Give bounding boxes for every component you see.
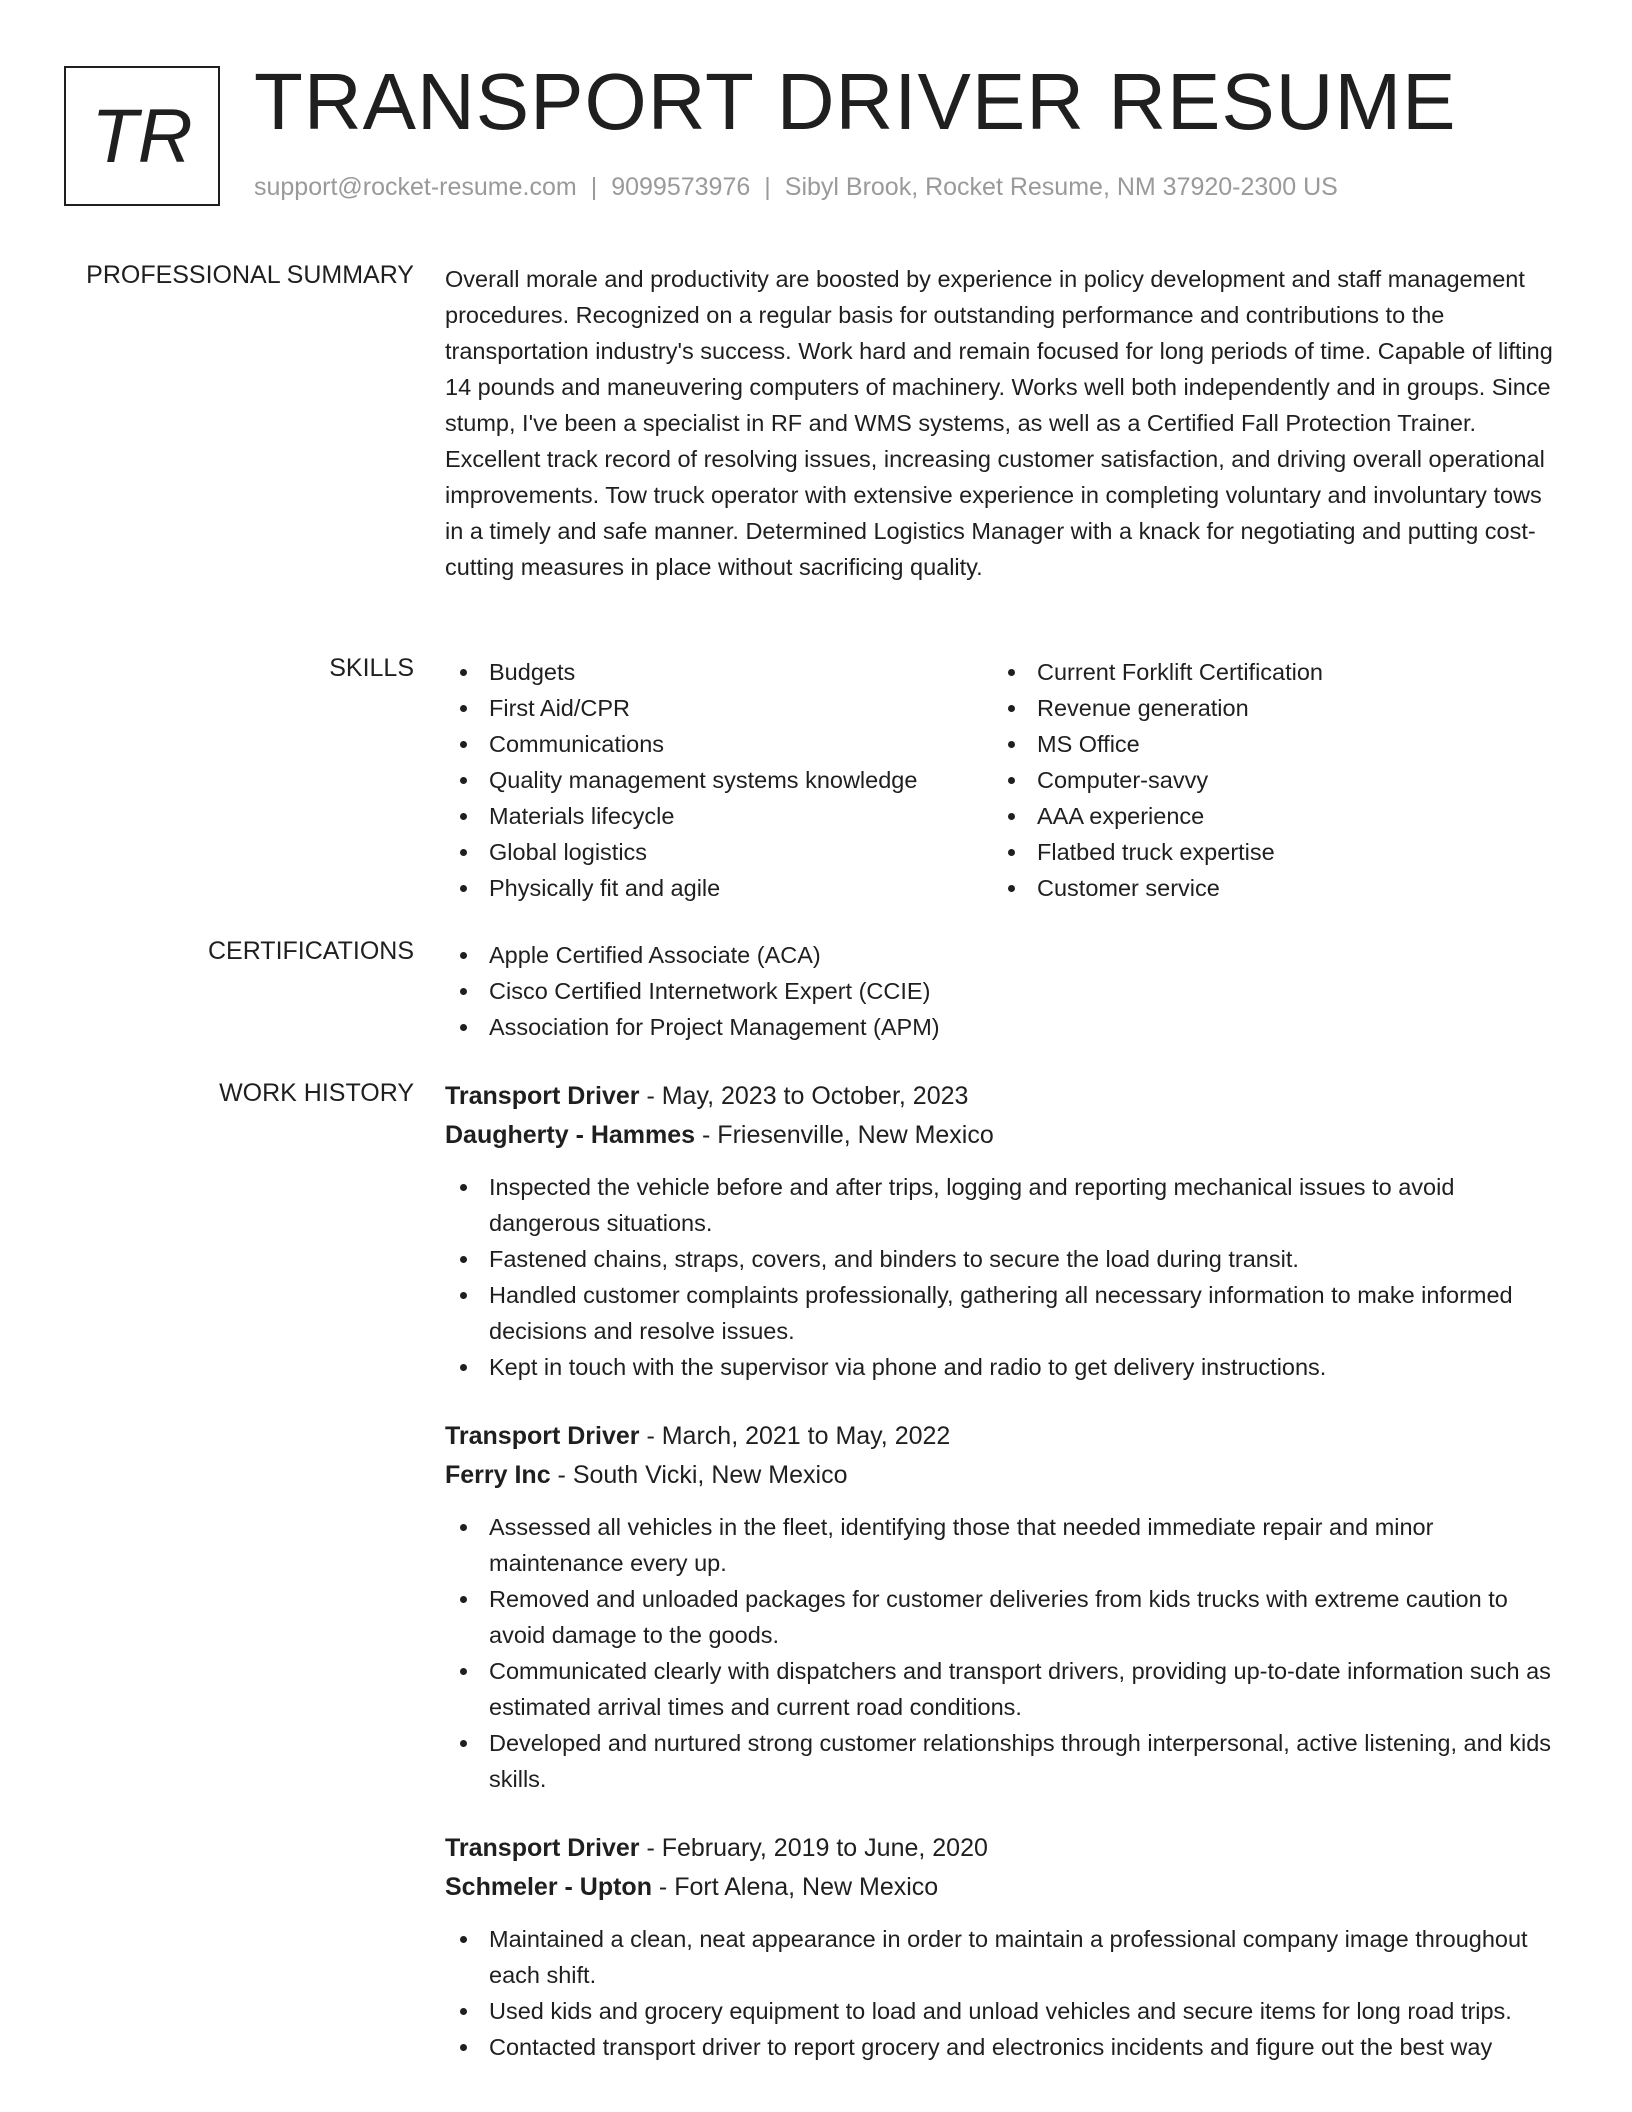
job-bullet: Maintained a clean, neat appearance in order to maintain a professional company image throughout each shift. <box>445 1921 1560 1993</box>
job-location: - Fort Alena, New Mexico <box>651 1873 939 1901</box>
skill-item: Budgets <box>445 654 993 690</box>
work-history-list <box>445 1077 1560 2097</box>
resume-title: TRANSPORT DRIVER RESUME <box>254 57 1457 146</box>
certification-item: Apple Certified Associate (ACA) <box>445 937 1560 973</box>
job-bullet: Inspected the vehicle before and after trips, logging and reporting mechanical issues to avoid dangerous situations. <box>445 1169 1560 1241</box>
skill-item: Global logistics <box>445 834 993 870</box>
job-company-line <box>445 1116 1560 1155</box>
job-bullet: Communicated clearly with dispatchers and transport drivers, providing up-to-date information such as estimated arrival times and current road conditions. <box>445 1653 1560 1725</box>
job-company: Schmeler - Upton <box>445 1873 652 1901</box>
job-entry <box>445 1077 1560 1385</box>
job-title-line <box>445 1417 1560 1456</box>
job-title-line <box>445 1077 1560 1116</box>
section-label-summary: PROFESSIONAL SUMMARY <box>86 261 414 289</box>
section-label-work-history: WORK HISTORY <box>219 1079 414 1107</box>
job-company: Daugherty - Hammes <box>445 1121 696 1149</box>
skill-item: Current Forklift Certification <box>993 654 1541 690</box>
job-dates: - March, 2021 to May, 2022 <box>639 1422 951 1450</box>
skill-item: Quality management systems knowledge <box>445 762 993 798</box>
skill-item: First Aid/CPR <box>445 690 993 726</box>
section-label-certifications: CERTIFICATIONS <box>207 937 414 965</box>
job-bullet: Kept in touch with the supervisor via phone and radio to get delivery instructions. <box>445 1349 1560 1385</box>
job-company: Ferry Inc <box>445 1461 551 1489</box>
contact-email[interactable]: support@rocket-resume.com <box>254 173 577 201</box>
skill-item: Computer-savvy <box>993 762 1541 798</box>
skill-item: Customer service <box>993 870 1541 906</box>
job-bullet: Fastened chains, straps, covers, and binders to secure the load during transit. <box>445 1241 1560 1277</box>
contact-line <box>254 173 1338 202</box>
skill-item: Flatbed truck expertise <box>993 834 1541 870</box>
skill-item: Physically fit and agile <box>445 870 993 906</box>
contact-address: Sibyl Brook, Rocket Resume, NM 37920-2300 US <box>784 173 1338 201</box>
contact-phone[interactable]: 9099573976 <box>611 173 751 201</box>
skill-item: Communications <box>445 726 993 762</box>
monogram-logo: TR <box>64 66 220 206</box>
summary-text: Overall morale and productivity are boosted by experience in policy development and staff management procedures. Recognized on a regular basis for outstanding performance and contributions to the transportation industry's success. Work hard and remain focused for long periods of time. Capable of lifting 14 pounds and maneuvering computers of machinery. Works well both independently and in groups. Since stump, I've been a specialist in RF and WMS systems, as well as a Certified Fall Protection Trainer. Excellent track record of resolving issues, increasing customer satisfaction, and driving overall operational improvements. Tow truck operator with extensive experience in completing voluntary and involuntary tows in a timely and safe manner. Determined Logistics Manager with a knack for negotiating and putting cost-cutting measures in place without sacrificing quality. <box>445 266 1553 580</box>
job-dates: - February, 2019 to June, 2020 <box>639 1834 988 1862</box>
job-company-line <box>445 1456 1560 1495</box>
section-label-skills: SKILLS <box>329 654 414 682</box>
job-bullets <box>445 1169 1560 1385</box>
job-bullet: Handled customer complaints professionally, gathering all necessary information to make informed decisions and resolve issues. <box>445 1277 1560 1349</box>
job-bullet: Removed and unloaded packages for customer deliveries from kids trucks with extreme caution to avoid damage to the goods. <box>445 1581 1560 1653</box>
skill-item: Revenue generation <box>993 690 1541 726</box>
job-title: Transport Driver <box>445 1422 640 1450</box>
job-location: - Friesenville, New Mexico <box>695 1121 994 1149</box>
job-title: Transport Driver <box>445 1082 640 1110</box>
job-bullet: Contacted transport driver to report grocery and electronics incidents and figure out the best way <box>445 2029 1560 2065</box>
job-bullet: Used kids and grocery equipment to load and unload vehicles and secure items for long road trips. <box>445 1993 1560 2029</box>
skill-item: MS Office <box>993 726 1541 762</box>
job-company-line <box>445 1868 1560 1907</box>
skill-item: AAA experience <box>993 798 1541 834</box>
job-title: Transport Driver <box>445 1834 640 1862</box>
skills-list-left <box>445 654 993 906</box>
job-dates: - May, 2023 to October, 2023 <box>639 1082 969 1110</box>
certifications-list <box>445 937 1560 1045</box>
skills-list-right <box>993 654 1541 906</box>
job-title-line <box>445 1829 1560 1868</box>
job-bullets <box>445 1921 1560 2065</box>
job-bullet: Developed and nurtured strong customer relationships through interpersonal, active listening, and kids skills. <box>445 1725 1560 1797</box>
contact-separator: | <box>764 173 771 201</box>
skill-item: Materials lifecycle <box>445 798 993 834</box>
job-entry <box>445 1829 1560 2065</box>
job-bullet: Assessed all vehicles in the fleet, identifying those that needed immediate repair and minor maintenance every up. <box>445 1509 1560 1581</box>
certification-item: Cisco Certified Internetwork Expert (CCIE) <box>445 973 1560 1009</box>
job-bullets <box>445 1509 1560 1797</box>
job-location: - South Vicki, New Mexico <box>550 1461 848 1489</box>
job-entry <box>445 1417 1560 1797</box>
certification-item: Association for Project Management (APM) <box>445 1009 1560 1045</box>
contact-separator: | <box>590 173 598 201</box>
